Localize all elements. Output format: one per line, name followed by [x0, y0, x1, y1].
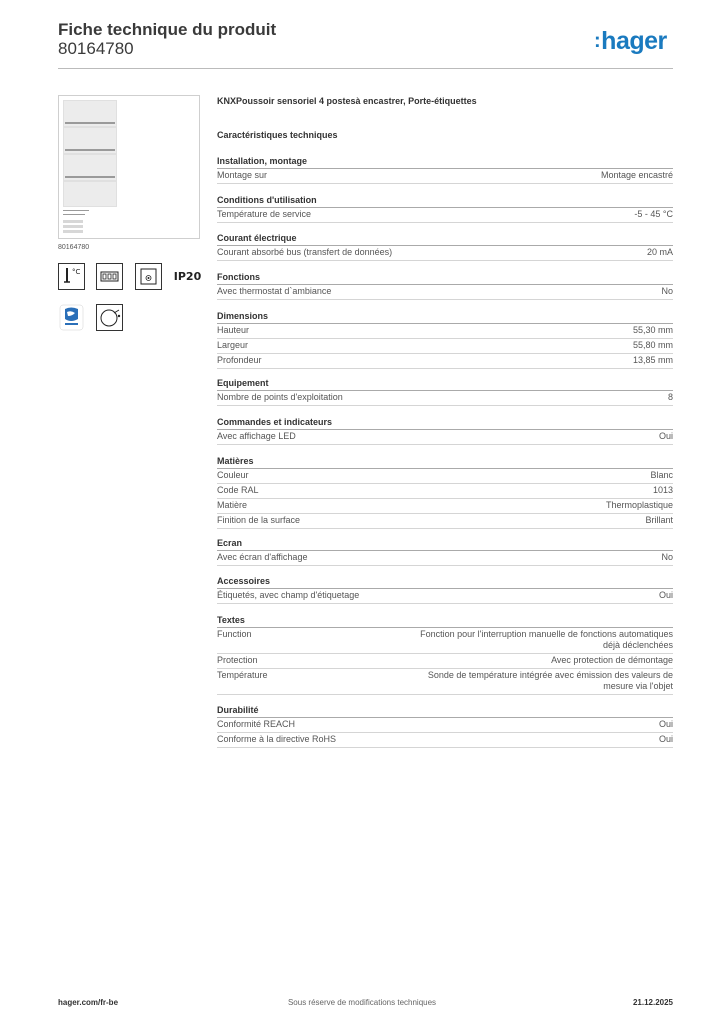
section-title: Equipement — [217, 377, 673, 391]
spec-value: Oui — [658, 431, 673, 441]
spec-value: 13,85 mm — [632, 355, 673, 365]
ecolabel-icon-svg — [58, 304, 85, 331]
spec-value: -5 - 45 °C — [634, 209, 673, 219]
section-installation — [217, 155, 673, 184]
hager-logo — [594, 27, 667, 56]
spec-value: Montage encastré — [600, 170, 673, 180]
label-line — [63, 214, 85, 215]
product-image — [58, 95, 200, 239]
sensor-icon — [96, 304, 123, 331]
spec-row — [217, 391, 673, 406]
spec-value: No — [661, 552, 673, 562]
section-matieres — [217, 455, 673, 529]
section-title: Fonctions — [217, 271, 673, 285]
spec-row — [217, 551, 673, 566]
section-title: Installation, montage — [217, 155, 673, 169]
spec-value: Sonde de température intégrée avec émission des valeurs de mesure via l'objet — [427, 670, 673, 691]
specs-title: Caractéristiques techniques — [217, 130, 338, 140]
section-conditions — [217, 194, 673, 223]
spec-value: No — [661, 286, 673, 296]
spec-value: Oui — [658, 719, 673, 729]
spec-label: Courant absorbé bus (transfert de données) — [217, 247, 393, 257]
logo-dots: : — [594, 30, 601, 52]
spec-label: Finition de la surface — [217, 515, 301, 525]
button-plate — [63, 181, 117, 207]
image-caption: 80164780 — [58, 244, 90, 251]
spec-label: Nombre de points d'exploitation — [217, 392, 343, 402]
spec-label: Hauteur — [217, 325, 250, 335]
spec-label: Température — [217, 670, 268, 680]
logo-text: hager — [601, 27, 667, 55]
knx-device-icon — [135, 263, 162, 290]
temperature-icon — [58, 263, 85, 290]
section-title: Durabilité — [217, 704, 673, 718]
section-title: Matières — [217, 455, 673, 469]
spec-row — [217, 324, 673, 339]
page-title: Fiche technique du produit — [58, 20, 277, 39]
spec-row — [217, 589, 673, 604]
plate-bar — [65, 149, 115, 151]
section-ecran — [217, 537, 673, 566]
spec-value: Blanc — [650, 470, 673, 480]
section-equipement — [217, 377, 673, 406]
spec-value: Fonction pour l'interruption manuelle de fonctions automatiques déjà déclenchées — [420, 629, 673, 650]
button-plate — [63, 127, 117, 154]
spec-row — [217, 669, 673, 695]
section-accessoires — [217, 575, 673, 604]
footer-notice: Sous réserve de modifications techniques — [287, 998, 437, 1007]
spec-label: Protection — [217, 655, 258, 665]
spec-label: Profondeur — [217, 355, 262, 365]
plate-bar — [65, 176, 115, 178]
spec-label: Code RAL — [217, 485, 259, 495]
label-strip — [63, 225, 83, 228]
button-plate — [63, 154, 117, 181]
spec-value: Oui — [658, 590, 673, 600]
spec-label: Couleur — [217, 470, 249, 480]
ip-rating-icon: IP20 — [173, 270, 202, 283]
section-title: Textes — [217, 614, 673, 628]
product-code: 80164780 — [58, 39, 134, 58]
spec-row — [217, 469, 673, 484]
section-textes — [217, 614, 673, 695]
spec-value: 55,30 mm — [632, 325, 673, 335]
spec-label: Température de service — [217, 209, 312, 219]
section-title: Commandes et indicateurs — [217, 416, 673, 430]
product-name: KNXPoussoir sensoriel 4 postesà encastrer, Porte-étiquettes — [217, 96, 477, 106]
spec-label: Conformité REACH — [217, 719, 296, 729]
temperature-icon-text: °C — [72, 268, 81, 276]
section-title: Accessoires — [217, 575, 673, 589]
spec-value: Oui — [658, 734, 673, 744]
spec-row — [217, 354, 673, 369]
header-divider — [58, 68, 673, 69]
section-title: Courant électrique — [217, 232, 673, 246]
spec-value: 8 — [667, 392, 673, 402]
spec-row — [217, 484, 673, 499]
spec-value: Avec protection de démontage — [551, 655, 673, 665]
spec-value: 1013 — [652, 485, 673, 495]
spec-label: Avec thermostat d`ambiance — [217, 286, 332, 296]
ecolabel-icon — [58, 304, 85, 331]
spec-row — [217, 208, 673, 223]
button-plate — [63, 100, 117, 127]
spec-label: Étiquetés, avec champ d'étiquetage — [217, 590, 360, 600]
section-fonctions — [217, 271, 673, 300]
spec-row — [217, 654, 673, 669]
section-courant — [217, 232, 673, 261]
footer-website-link[interactable]: hager.com/fr-be — [58, 998, 119, 1007]
temperature-icon-svg — [59, 264, 84, 289]
section-dimensions — [217, 310, 673, 369]
spec-label: Avec écran d'affichage — [217, 552, 308, 562]
plate-bar — [65, 122, 115, 124]
display-icon-svg — [97, 264, 122, 289]
footer-date: 21.12.2025 — [632, 998, 673, 1007]
spec-label: Largeur — [217, 340, 249, 350]
spec-label: Conforme à la directive RoHS — [217, 734, 337, 744]
spec-row — [217, 339, 673, 354]
label-line — [63, 210, 89, 211]
spec-row — [217, 733, 673, 748]
spec-label: Matière — [217, 500, 248, 510]
spec-label: Function — [217, 629, 252, 639]
spec-row — [217, 169, 673, 184]
spec-value: Thermoplastique — [605, 500, 673, 510]
spec-row — [217, 718, 673, 733]
spec-row — [217, 285, 673, 300]
label-strip — [63, 220, 83, 223]
spec-label: Avec affichage LED — [217, 431, 296, 441]
section-commandes — [217, 416, 673, 445]
knx-device-icon-svg — [136, 264, 161, 289]
spec-value: 55,80 mm — [632, 340, 673, 350]
section-title: Dimensions — [217, 310, 673, 324]
label-strip — [63, 230, 83, 233]
display-icon — [96, 263, 123, 290]
spec-row — [217, 246, 673, 261]
section-title: Conditions d'utilisation — [217, 194, 673, 208]
spec-label: Montage sur — [217, 170, 268, 180]
section-title: Ecran — [217, 537, 673, 551]
sensor-icon-svg — [97, 305, 122, 330]
spec-row — [217, 499, 673, 514]
section-durabilite — [217, 704, 673, 748]
spec-value: Brillant — [645, 515, 673, 525]
spec-row — [217, 430, 673, 445]
spec-row — [217, 514, 673, 529]
spec-row — [217, 628, 673, 654]
spec-value: 20 mA — [646, 247, 673, 257]
